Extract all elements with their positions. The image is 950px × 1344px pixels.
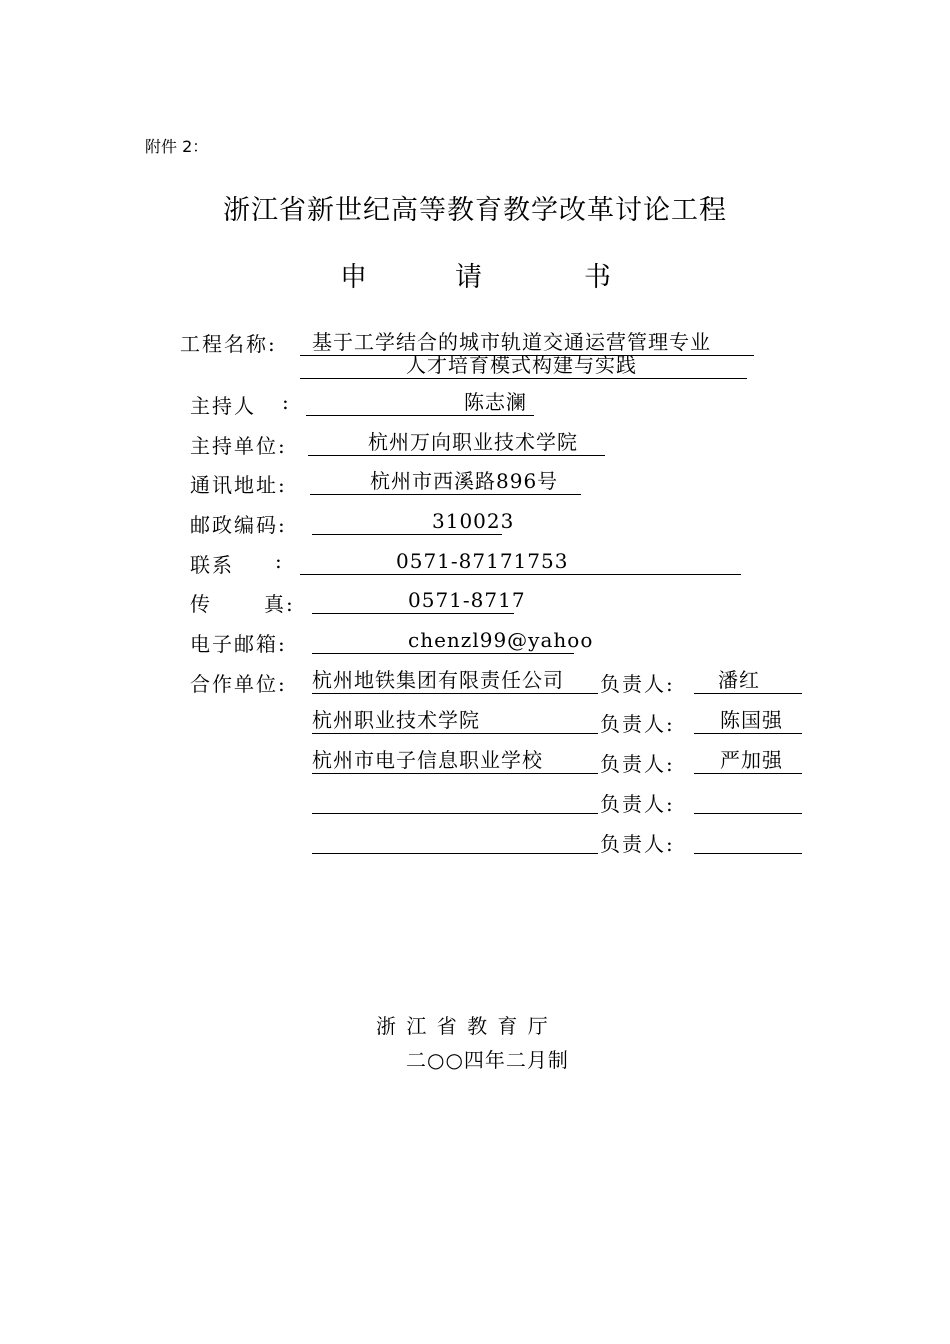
host-label: 主持人 xyxy=(190,394,256,418)
partner-unit-line-5 xyxy=(312,827,598,854)
partner-resp-label-4: 负责人: xyxy=(600,792,675,816)
email-value: chenzl99@yahoo xyxy=(408,628,594,652)
host-value: 陈志澜 xyxy=(464,390,527,414)
project-name-value-2: 人才培育模式构建与实践 xyxy=(406,353,637,377)
fax-line xyxy=(312,587,526,614)
partner-resp-label-2: 负责人: xyxy=(600,712,675,736)
partner-person-line-3 xyxy=(694,747,802,774)
partner-unit-line-2 xyxy=(312,707,598,734)
project-name-line-2 xyxy=(300,352,747,379)
attachment-label: 附件 2： xyxy=(145,137,209,156)
partner-person-line-2 xyxy=(694,707,802,734)
postcode-line xyxy=(312,508,515,535)
partner-unit-line-3 xyxy=(312,747,598,774)
subtitle-char-2: 请 xyxy=(455,262,482,293)
partner-person-3: 严加强 xyxy=(720,748,783,772)
phone-label: 联系 xyxy=(190,553,234,577)
phone-label-colon: : xyxy=(275,549,284,573)
fax-value: 0571-8717 xyxy=(408,588,526,612)
partner-unit-line-1 xyxy=(312,667,598,694)
subtitle-char-1: 申 xyxy=(340,262,367,293)
address-label: 通讯地址: xyxy=(190,473,287,497)
partner-person-2: 陈国强 xyxy=(720,708,783,732)
partner-person-line-4 xyxy=(694,787,802,814)
partner-unit-1: 杭州地铁集团有限责任公司 xyxy=(312,668,564,692)
partner-unit-3: 杭州市电子信息职业学校 xyxy=(312,748,543,772)
fax-label-colon: 真: xyxy=(264,592,295,616)
address-value: 杭州市西溪路896号 xyxy=(370,469,559,493)
project-name-label: 工程名称: xyxy=(180,332,277,356)
postcode-value: 310023 xyxy=(432,509,515,533)
host-label-colon: : xyxy=(282,390,291,414)
host-unit-line xyxy=(308,429,605,456)
partner-resp-label-1: 负责人: xyxy=(600,672,675,696)
phone-line xyxy=(300,548,741,575)
partner-person-line-5 xyxy=(694,827,802,854)
partner-resp-label-5: 负责人: xyxy=(600,832,675,856)
partner-unit-line-4 xyxy=(312,787,598,814)
postcode-label: 邮政编码: xyxy=(190,513,287,537)
partner-person-line-1 xyxy=(694,667,802,694)
project-name-value-1: 基于工学结合的城市轨道交通运营管理专业 xyxy=(312,330,711,354)
address-line xyxy=(310,468,581,495)
partner-person-1: 潘红 xyxy=(718,668,760,692)
document-title: 浙江省新世纪高等教育教学改革讨论工程 xyxy=(223,195,727,226)
host-unit-label: 主持单位: xyxy=(190,434,287,458)
host-line xyxy=(306,389,534,416)
email-label: 电子邮箱: xyxy=(190,632,287,656)
partner-unit-2: 杭州职业技术学院 xyxy=(312,708,480,732)
fax-label: 传 xyxy=(190,592,212,616)
issuer: 浙 江 省 教 育 厅 xyxy=(376,1014,550,1038)
email-line xyxy=(312,627,594,654)
subtitle-char-3: 书 xyxy=(584,262,611,293)
partner-resp-label-3: 负责人: xyxy=(600,752,675,776)
partners-label: 合作单位: xyxy=(190,672,287,696)
issue-date: 二○○四年二月制 xyxy=(406,1048,569,1072)
phone-value: 0571-87171753 xyxy=(396,549,569,573)
host-unit-value: 杭州万向职业技术学院 xyxy=(368,430,578,454)
